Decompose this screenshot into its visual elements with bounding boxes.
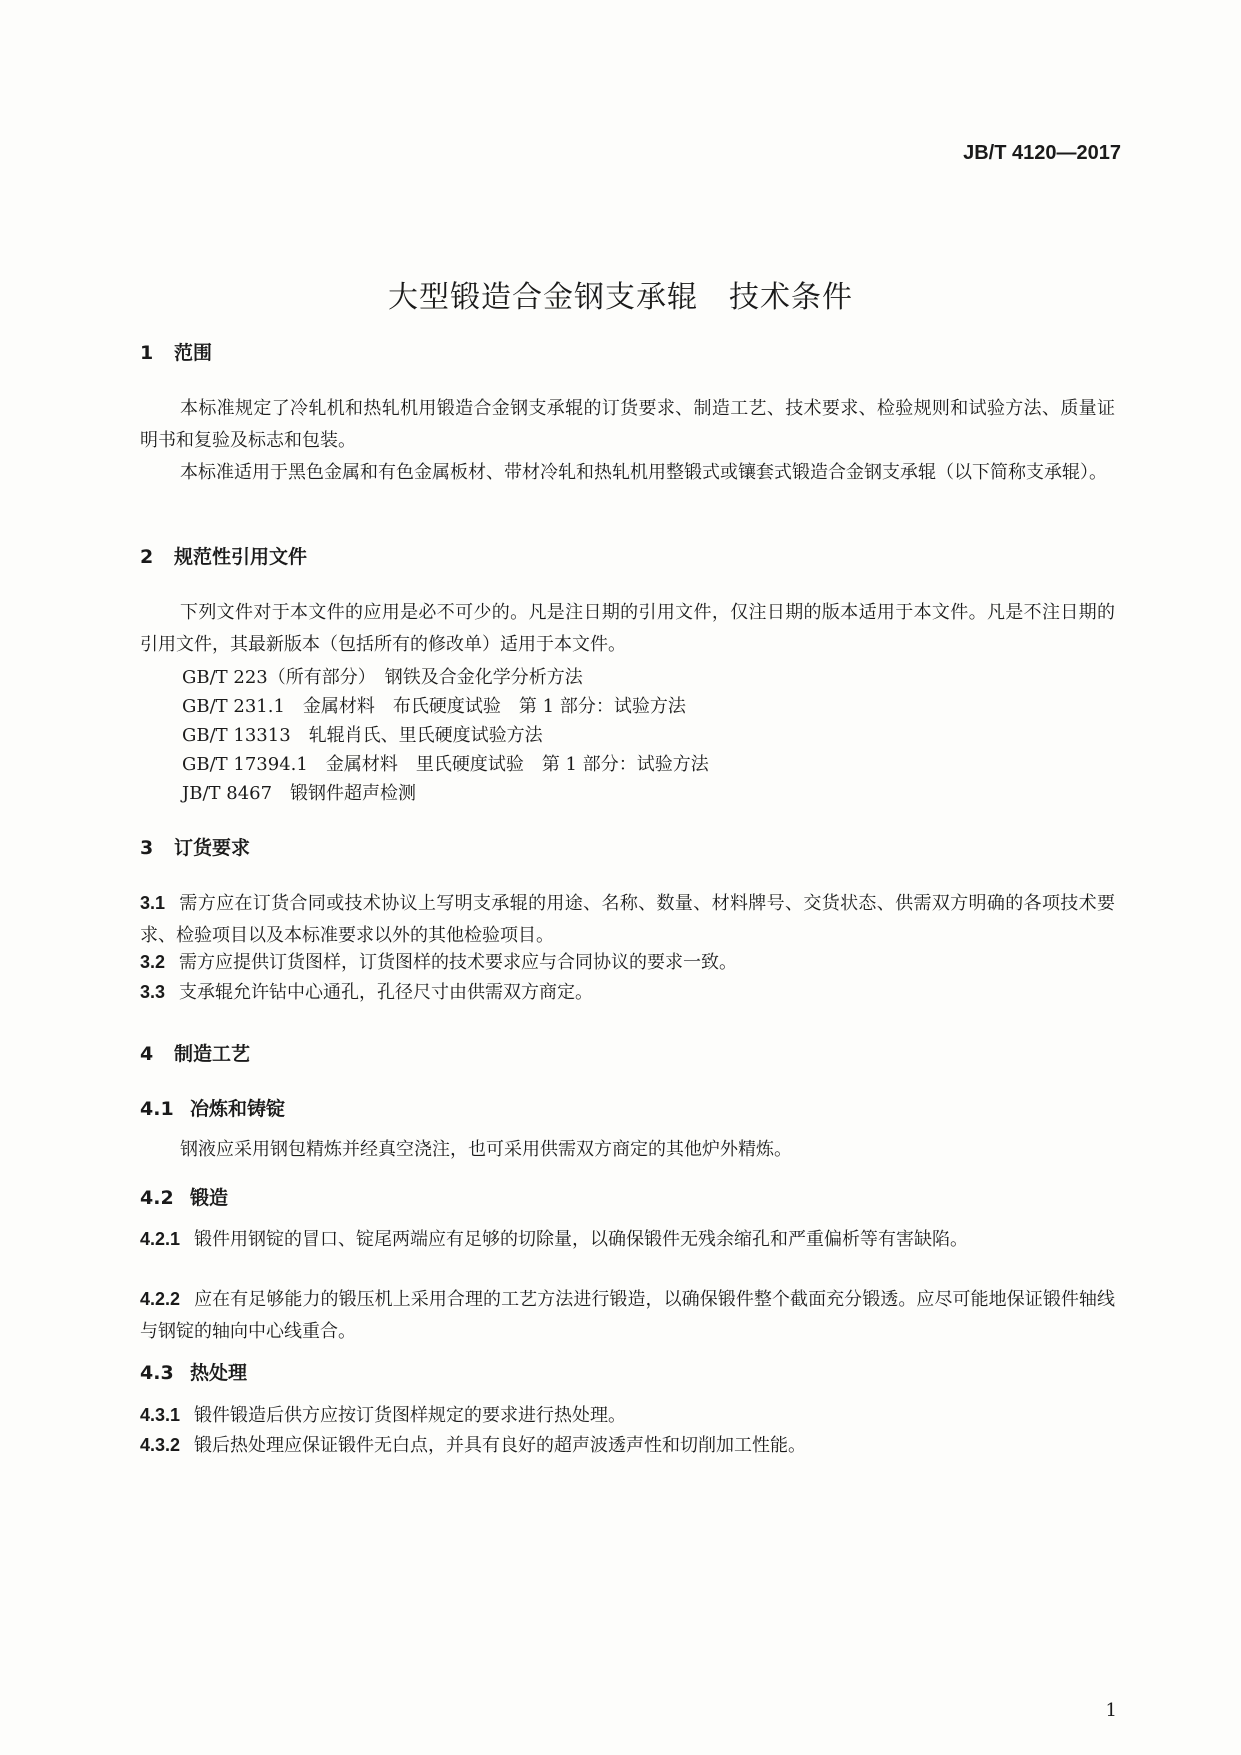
- reference-item: GB/T 231.1 金属材料 布氏硬度试验 第 1 部分：试验方法: [182, 696, 686, 717]
- section-2-heading: 2 规范性引用文件: [140, 546, 308, 568]
- section-1-paragraph-1: 本标准规定了冷轧机和热轧机用锻造合金钢支承辊的订货要求、制造工艺、技术要求、检验规则和试验方法、质量证明书和复验及标志和包装。: [140, 398, 1115, 451]
- section-3-heading: 3 订货要求: [140, 837, 251, 859]
- document-title: 大型锻造合金钢支承辊 技术条件: [388, 280, 853, 315]
- section-4-2-heading: 4.2 锻造: [140, 1187, 229, 1209]
- reference-item: GB/T 17394.1 金属材料 里氏硬度试验 第 1 部分：试验方法: [182, 754, 709, 775]
- section-4-3-heading: 4.3 热处理: [140, 1362, 248, 1384]
- section-1-paragraph-2: 本标准适用于黑色金属和有色金属板材、带材冷轧和热轧机用整锻式或镶套式锻造合金钢支承辊（以下简称支承辊）。: [180, 462, 1107, 483]
- standard-code: JB/T 4120—2017: [963, 142, 1121, 164]
- section-4-heading: 4 制造工艺: [140, 1043, 251, 1065]
- section-1-heading: 1 范围: [140, 342, 213, 364]
- clause-4-3-2: 4.3.2 锻后热处理应保证锻件无白点，并具有良好的超声波透声性和切削加工性能。: [140, 1435, 807, 1456]
- page-number: 1: [1105, 1700, 1117, 1721]
- section-4-1-paragraph: 钢液应采用钢包精炼并经真空浇注，也可采用供需双方商定的其他炉外精炼。: [180, 1139, 792, 1160]
- reference-item: JB/T 8467 锻钢件超声检测: [182, 783, 417, 804]
- clause-4-2-2: 4.2.2 应在有足够能力的锻压机上采用合理的工艺方法进行锻造，以确保锻件整个截面充分锻透。应尽可能地保证锻件轴线与钢锭的轴向中心线重合。: [140, 1289, 1115, 1342]
- clause-3-2: 3.2 需方应提供订货图样，订货图样的技术要求应与合同协议的要求一致。: [140, 952, 738, 973]
- reference-item: GB/T 13313 轧辊肖氏、里氏硬度试验方法: [182, 725, 543, 746]
- section-4-1-heading: 4.1 冶炼和铸锭: [140, 1098, 286, 1120]
- clause-4-2-1: 4.2.1 锻件用钢锭的冒口、锭尾两端应有足够的切除量，以确保锻件无残余缩孔和严重偏析等有害缺陷。: [140, 1229, 969, 1250]
- clause-3-1: 3.1 需方应在订货合同或技术协议上写明支承辊的用途、名称、数量、材料牌号、交货状态、供需双方明确的各项技术要求、检验项目以及本标准要求以外的其他检验项目。: [140, 893, 1115, 946]
- section-2-paragraph-1: 下列文件对于本文件的应用是必不可少的。凡是注日期的引用文件，仅注日期的版本适用于本文件。凡是不注日期的引用文件，其最新版本（包括所有的修改单）适用于本文件。: [140, 602, 1115, 655]
- clause-3-3: 3.3 支承辊允许钻中心通孔，孔径尺寸由供需双方商定。: [140, 982, 594, 1003]
- clause-4-3-1: 4.3.1 锻件锻造后供方应按订货图样规定的要求进行热处理。: [140, 1405, 627, 1426]
- reference-item: GB/T 223（所有部分） 钢铁及合金化学分析方法: [182, 667, 583, 688]
